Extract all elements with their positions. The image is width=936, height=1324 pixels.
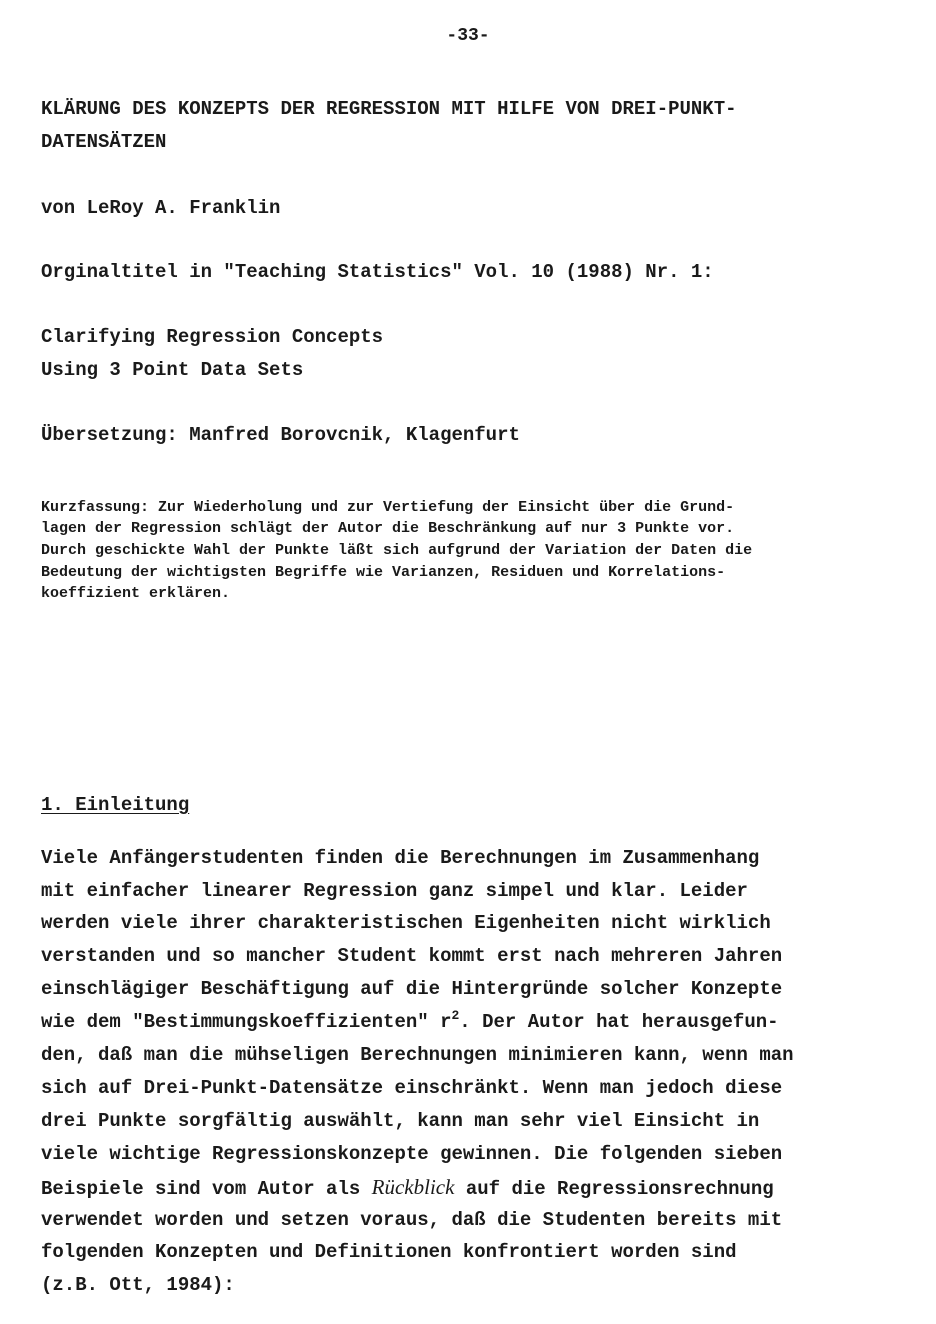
body-text: wie dem "Bestimmungskoeffizienten" r [41,1011,452,1033]
body-line: viele wichtige Regressionskonzepte gewinnen. Die folgenden sieben [41,1143,783,1165]
abstract-line: koeffizient erklären. [41,585,231,602]
abstract-line: lagen der Regression schlägt der Autor die Beschränkung auf nur 3 Punkte vor. [41,520,735,537]
body-line: (z.B. Ott, 1984): [41,1274,235,1296]
title-line-1: KLÄRUNG DES KONZEPTS DER REGRESSION MIT HILFE VON DREI-PUNKT- [41,98,737,120]
title-line-2: DATENSÄTZEN [41,131,167,153]
body-line: sich auf Drei-Punkt-Datensätze einschränkt. Wenn man jedoch diese [41,1077,783,1099]
author-line: von LeRoy A. Franklin [41,197,281,219]
body-text: Beispiele sind vom Autor als [41,1178,372,1200]
body-line: verstanden und so mancher Student kommt erst nach mehreren Jahren [41,945,783,967]
body-line: den, daß man die mühseligen Berechnungen minimieren kann, wenn man [41,1044,794,1066]
superscript-exponent: 2 [451,1008,460,1023]
section-heading: 1. Einleitung [41,794,190,816]
body-line: folgenden Konzepten und Definitionen konfrontiert worden sind [41,1241,737,1263]
english-title-line-1: Clarifying Regression Concepts [41,326,384,348]
original-title-line: Orginaltitel in "Teaching Statistics" Vol. 10 (1988) Nr. 1: [41,261,714,283]
body-line: werden viele ihrer charakteristischen Eigenheiten nicht wirklich [41,912,771,934]
body-line: einschlägiger Beschäftigung auf die Hintergründe solcher Konzepte [41,978,783,1000]
body-line: Viele Anfängerstudenten finden die Berechnungen im Zusammenhang [41,847,760,869]
body-line: verwendet worden und setzen voraus, daß die Studenten bereits mit [41,1209,783,1231]
body-line: mit einfacher linearer Regression ganz simpel und klar. Leider [41,880,748,902]
english-title-line-2: Using 3 Point Data Sets [41,359,304,381]
abstract-line: Kurzfassung: Zur Wiederholung und zur Vertiefung der Einsicht über die Grund- [41,499,735,516]
emphasis-text: Rückblick [371,1175,455,1199]
body-line [41,1010,779,1034]
abstract-line: Bedeutung der wichtigsten Begriffe wie Varianzen, Residuen und Korrelations- [41,564,726,581]
body-text: . Der Autor hat herausgefun- [459,1011,779,1033]
abstract-line: Durch geschickte Wahl der Punkte läßt sich aufgrund der Variation der Daten die [41,542,753,559]
translation-credit: Übersetzung: Manfred Borovcnik, Klagenfurt [41,424,520,446]
body-line [41,1175,774,1201]
body-text: auf die Regressionsrechnung [454,1178,774,1200]
body-line: drei Punkte sorgfältig auswählt, kann man sehr viel Einsicht in [41,1110,760,1132]
page-number: -33- [446,26,490,46]
